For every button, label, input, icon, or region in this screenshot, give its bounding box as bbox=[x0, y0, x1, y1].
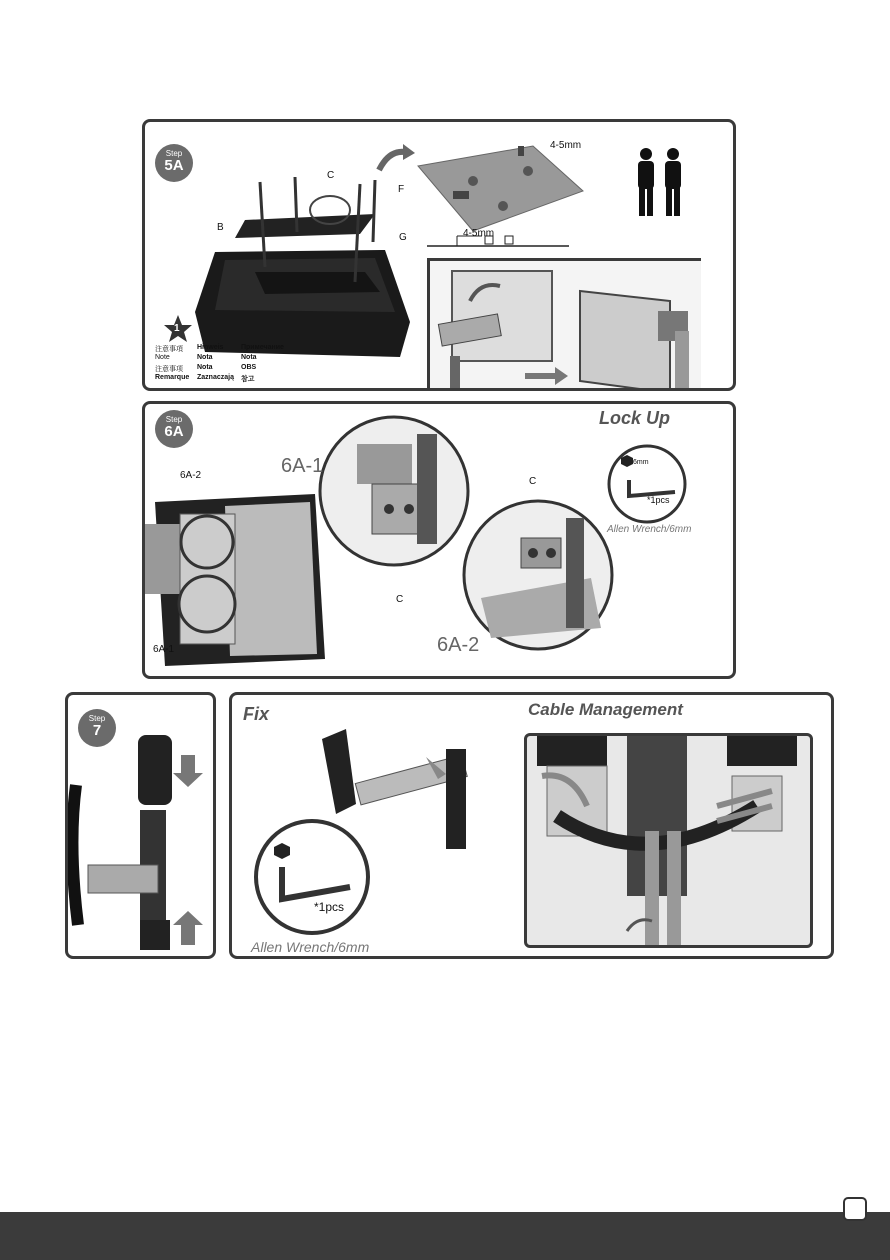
label-6a-2-small: 6A-2 bbox=[180, 470, 202, 481]
gap-label-side: 4-5mm bbox=[463, 228, 495, 239]
label-6a-1-small: 6A-1 bbox=[153, 644, 175, 655]
cable-management-title: Cable Management bbox=[528, 700, 683, 719]
fix-wrench-caption: Allen Wrench/6mm bbox=[251, 939, 370, 955]
two-people-icon bbox=[621, 146, 711, 218]
notes-table: 注意事項 Hinweis Примечание Note Nota Nota 注意事项 Nota OBS Remarque Zaznaczają 참고 bbox=[155, 344, 284, 383]
arm-cover-illustration bbox=[68, 725, 216, 957]
wrench-caption-6a: Allen Wrench/6mm bbox=[607, 524, 692, 535]
tv-hang-illustration bbox=[430, 261, 700, 391]
wrench-qty-label: *1pcs bbox=[647, 495, 670, 505]
curved-arrow-icon bbox=[375, 144, 415, 174]
allen-wrench-circle-fix bbox=[252, 817, 372, 937]
step-6a-panel bbox=[142, 401, 736, 679]
star-number: 1 bbox=[174, 323, 180, 334]
fix-title: Fix bbox=[243, 704, 270, 724]
label-g: G bbox=[399, 232, 407, 243]
label-b: B bbox=[217, 222, 224, 233]
cable-management-illustration bbox=[527, 736, 811, 946]
wrench-size-label: 6mm bbox=[633, 459, 649, 466]
lock-up-title: Lock Up bbox=[599, 408, 671, 428]
label-6a-1-big: 6A-1 bbox=[281, 455, 324, 477]
gap-diagram bbox=[427, 228, 572, 250]
page-footer-bar bbox=[0, 1212, 890, 1260]
fix-cable-panel bbox=[229, 692, 834, 959]
gap-label-top: 4-5mm bbox=[550, 140, 582, 151]
zoom-circle-6a-2 bbox=[461, 498, 616, 653]
allen-wrench-circle bbox=[607, 444, 687, 524]
cable-management-photo bbox=[524, 733, 813, 948]
label-c-right: C bbox=[529, 476, 537, 487]
step-7-badge: Step 7 bbox=[78, 709, 116, 747]
step-5a-badge: Step 5A bbox=[155, 144, 193, 182]
zoom-circle-6a-1 bbox=[317, 414, 472, 569]
label-c-top: C bbox=[327, 170, 335, 181]
page-number-box bbox=[843, 1197, 867, 1221]
step-7-panel bbox=[65, 692, 216, 959]
tv-back-illustration bbox=[185, 172, 425, 362]
fix-wrench-qty: *1pcs bbox=[314, 900, 345, 914]
step-6a-badge: Step 6A bbox=[155, 410, 193, 448]
label-6a-2-big: 6A-2 bbox=[437, 634, 480, 656]
label-c-bottom: C bbox=[396, 594, 404, 605]
label-f: F bbox=[398, 184, 405, 195]
step-5a-inset bbox=[427, 258, 701, 391]
step-5a-panel bbox=[142, 119, 736, 391]
mounting-plate-illustration bbox=[413, 136, 588, 236]
